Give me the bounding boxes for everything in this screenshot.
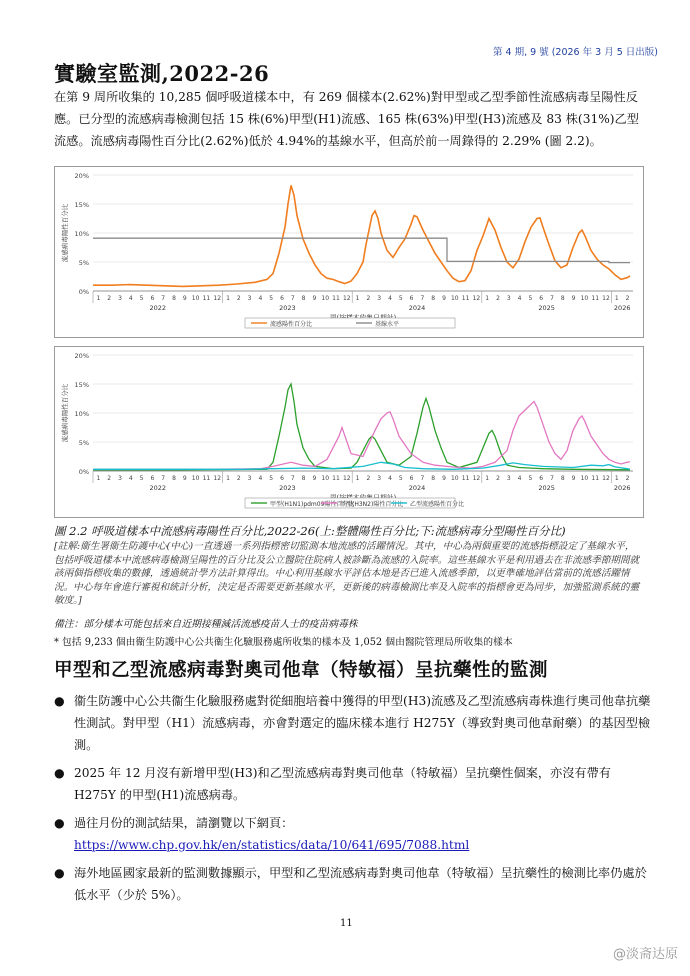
x-tick-label: 10 — [321, 295, 330, 302]
x-tick-label: 12 — [472, 475, 481, 482]
x-tick-label: 2 — [107, 295, 112, 302]
x-tick-label: 3 — [247, 475, 252, 482]
series-line — [93, 185, 630, 286]
y-tick-label: 0% — [78, 288, 89, 296]
year-label: 2023 — [279, 484, 296, 492]
legend-label: 流感陽性百分比 — [270, 321, 313, 328]
x-tick-label: 8 — [301, 475, 306, 482]
bullet-text: 海外地區國家最新的監測數據顯示，甲型和乙型流感病毒對奧司他韋（特敏福）呈抗藥性的檢測比率仍處於低水平（少於 5%）。 — [74, 866, 647, 902]
x-tick-label: 11 — [461, 295, 470, 302]
x-tick-label: 12 — [602, 295, 610, 302]
x-tick-label: 4 — [128, 295, 133, 302]
year-label: 2026 — [613, 484, 631, 492]
x-tick-label: 4 — [258, 295, 263, 302]
x-tick-label: 2 — [496, 475, 500, 482]
x-tick-label: 4 — [517, 295, 522, 302]
x-tick-label: 11 — [202, 475, 211, 482]
y-tick-label: 5% — [78, 259, 89, 267]
x-tick-label: 12 — [213, 475, 222, 482]
year-label: 2024 — [408, 304, 426, 312]
x-tick-label: 10 — [191, 295, 200, 302]
y-tick-label: 20% — [74, 172, 89, 180]
x-tick-label: 6 — [150, 295, 155, 302]
watermark: @淡斋达原 — [612, 947, 678, 962]
chart-overall-positivity — [54, 166, 644, 338]
x-tick-label: 10 — [580, 475, 589, 482]
x-tick-label: 3 — [506, 295, 511, 302]
x-tick-label: 1 — [226, 295, 230, 302]
x-tick-label: 10 — [450, 295, 459, 302]
x-tick-label: 12 — [602, 475, 610, 482]
year-label: 2024 — [408, 484, 426, 492]
bullet-text: 過往月份的測試結果，請瀏覽以下網頁： — [74, 816, 294, 830]
x-tick-label: 7 — [420, 475, 425, 482]
year-label: 2022 — [149, 484, 167, 492]
x-tick-label: 12 — [213, 295, 222, 302]
x-tick-label: 1 — [355, 475, 360, 482]
x-tick-label: 1 — [485, 295, 490, 302]
x-tick-label: 6 — [280, 475, 284, 482]
x-tick-label: 11 — [332, 475, 340, 482]
figure-caption: 圖 2.2 呼吸道樣本中流感病毒陽性百分比,2022-26(上:整體陽性百分比;下:流感病毒分型陽性百分比) — [54, 524, 566, 538]
x-tick-label: 3 — [247, 295, 252, 302]
x-tick-label: 12 — [472, 295, 481, 302]
x-tick-label: 2 — [366, 475, 371, 482]
x-tick-label: 2 — [107, 475, 112, 482]
x-tick-label: 9 — [442, 475, 446, 482]
x-tick-label: 11 — [591, 295, 600, 302]
x-tick-label: 4 — [128, 475, 133, 482]
bullet-item — [54, 812, 654, 856]
x-tick-label: 12 — [342, 295, 351, 302]
bullet-item — [54, 690, 654, 756]
section-title-antiviral-resistance: 甲型和乙型流感病毒對奧司他韋（特敏福）呈抗藥性的監測 — [54, 660, 549, 681]
x-tick-label: 12 — [342, 475, 351, 482]
x-tick-label: 8 — [431, 475, 436, 482]
y-axis-label: 流感病毒陽性百分比 — [61, 383, 69, 443]
y-tick-label: 5% — [78, 439, 89, 447]
year-label: 2023 — [279, 304, 296, 312]
x-tick-label: 7 — [161, 295, 166, 302]
x-tick-label: 1 — [96, 295, 101, 302]
x-tick-label: 8 — [431, 295, 436, 302]
x-tick-label: 9 — [571, 475, 576, 482]
issue-line: 第 4 期, 9 號 (2026 年 3 月 5 日出版) — [493, 47, 658, 58]
x-tick-label: 5 — [528, 475, 533, 482]
x-tick-label: 3 — [118, 295, 122, 302]
bullet-item — [54, 762, 654, 806]
x-tick-label: 5 — [398, 475, 403, 482]
resistance-bullet-list — [54, 690, 654, 912]
x-tick-label: 6 — [539, 295, 544, 302]
x-tick-label: 5 — [269, 475, 274, 482]
x-tick-label: 3 — [118, 475, 122, 482]
bullet-dot-icon: ● — [54, 866, 65, 880]
x-tick-label: 6 — [409, 475, 414, 482]
x-tick-label: 2 — [625, 295, 630, 302]
x-tick-label: 2 — [366, 295, 371, 302]
x-tick-label: 6 — [409, 295, 414, 302]
x-tick-label: 5 — [528, 295, 533, 302]
x-tick-label: 9 — [182, 295, 187, 302]
x-tick-label: 7 — [550, 295, 554, 302]
x-tick-label: 1 — [485, 475, 490, 482]
series-line — [93, 401, 630, 469]
x-tick-label: 10 — [450, 475, 459, 482]
x-tick-label: 7 — [550, 475, 554, 482]
x-tick-label: 1 — [226, 475, 230, 482]
chart-overall-svg — [55, 167, 643, 337]
x-tick-label: 4 — [517, 475, 522, 482]
x-tick-label: 8 — [560, 295, 565, 302]
series-line — [93, 384, 630, 470]
page-number: 11 — [340, 918, 353, 929]
bullet-dot-icon: ● — [54, 694, 65, 708]
x-tick-label: 5 — [269, 295, 274, 302]
x-tick-label: 9 — [182, 475, 187, 482]
x-tick-label: 1 — [614, 475, 619, 482]
section-title-lab-surveillance: 實驗室監測,2022-26 — [54, 61, 270, 86]
x-tick-label: 6 — [150, 475, 155, 482]
x-tick-label: 8 — [172, 475, 176, 482]
x-tick-label: 2 — [236, 475, 241, 482]
x-tick-label: 1 — [614, 295, 619, 302]
x-tick-label: 7 — [290, 475, 295, 482]
x-tick-label: 5 — [139, 295, 144, 302]
x-tick-label: 11 — [591, 475, 600, 482]
series-line — [93, 238, 630, 262]
x-tick-label: 1 — [355, 295, 360, 302]
y-tick-label: 10% — [74, 410, 89, 418]
legend-label: 乙型流感陽性百分比 — [410, 501, 465, 508]
x-tick-label: 4 — [388, 295, 392, 302]
x-tick-label: 1 — [96, 475, 101, 482]
x-tick-label: 10 — [321, 475, 330, 482]
chart-subtype-positivity — [54, 346, 644, 518]
bullet-dot-icon: ● — [54, 766, 65, 780]
legend-label: 甲型(H3N2)陽性百分比 — [340, 501, 404, 508]
figure-note: [註解:衞生署衞生防護中心(中心)一直透過一系列指標密切監測本地流感的活躍情況。其中，中心為兩個重要的流感指標設定了基線水平，包括呼吸道樣本中流感病毒檢測呈陽性的百分比及公立醫院住院病人被診斷為流感的入院率。這些基線水平是利用過去在非流感季節期間就該兩個指標收集的數據，透過統計學方法計算得出。中心利用基線水平評估本地是否已進入流感季節，以更準確地評估當前的流感活躍情況。中心每年會進行審視和統計分析，決定是否需要更新基線水平，更新後的病毒檢測比率及入院率的指標會更為同步，加強監測系統的靈敏度。] — [54, 541, 640, 606]
x-tick-label: 4 — [258, 475, 263, 482]
x-tick-label: 11 — [461, 475, 470, 482]
footnote-samples: * 包括 9,233 個由衞生防護中心公共衞生化驗服務處所收集的樣本及 1,052 個由醫院管理局所收集的樣本 — [54, 637, 513, 648]
x-tick-label: 3 — [506, 475, 511, 482]
x-tick-label: 4 — [388, 475, 392, 482]
x-tick-label: 9 — [312, 295, 317, 302]
legend-label: 基線水平 — [375, 321, 400, 328]
intro-paragraph: 在第 9 周所收集的 10,285 個呼吸道樣本中，有 269 個樣本(2.62%)對甲型或乙型季節性流感病毒呈陽性反應。已分型的流感病毒檢測包括 15 株(6%)甲型(H1)流感、165 株(63%)甲型(H3)流感及 83 株(31%)乙型流感。流感病毒陽性百分比(2.62%)低於 4.94%的基線水平，但高於前一周錄得的 2.29% (圖 2.2)。 — [54, 90, 639, 148]
x-tick-label: 10 — [580, 295, 589, 302]
bullet-item — [54, 862, 654, 906]
bullet-text: 衞生防護中心公共衞生化驗服務處對從細胞培養中獲得的甲型(H3)流感及乙型流感病毒株進行奧司他韋抗藥性測試。對甲型（H1）流感病毒，亦會對選定的臨床樣本進行 H275Y（導致對奧司他韋耐藥）的基因型檢測。 — [74, 694, 651, 752]
y-tick-label: 20% — [74, 352, 89, 360]
x-tick-label: 8 — [172, 295, 176, 302]
x-tick-label: 11 — [332, 295, 340, 302]
x-tick-label: 2 — [236, 295, 241, 302]
year-label: 2025 — [538, 304, 555, 312]
legend-label: 甲型(H1N1)pdm09陽性百分比 — [270, 501, 355, 508]
x-tick-label: 7 — [420, 295, 425, 302]
chart-subtype-svg — [55, 347, 643, 517]
x-tick-label: 5 — [139, 475, 144, 482]
x-tick-label: 8 — [301, 295, 306, 302]
x-tick-label: 8 — [560, 475, 565, 482]
y-tick-label: 15% — [74, 201, 89, 209]
bullet-text: 2025 年 12 月沒有新增甲型(H3)和乙型流感病毒對奧司他韋（特敏福）呈抗藥性個案，亦沒有帶有 H275Y 的甲型(H1)流感病毒。 — [74, 766, 611, 802]
y-axis-label: 流感病毒陽性百分比 — [61, 203, 69, 263]
year-label: 2022 — [149, 304, 167, 312]
x-tick-label: 10 — [191, 475, 200, 482]
year-label: 2026 — [613, 304, 631, 312]
year-label: 2025 — [538, 484, 555, 492]
y-tick-label: 0% — [78, 468, 89, 476]
x-tick-label: 7 — [290, 295, 295, 302]
footnote-vaccine: 備注：部分樣本可能包括來自近期接種減活流感疫苗人士的疫苗病毒株 — [54, 619, 358, 630]
x-tick-label: 2 — [625, 475, 630, 482]
x-tick-label: 9 — [312, 475, 317, 482]
y-tick-label: 15% — [74, 381, 89, 389]
x-tick-label: 3 — [377, 475, 382, 482]
x-tick-label: 2 — [496, 295, 500, 302]
x-tick-label: 3 — [377, 295, 382, 302]
x-tick-label: 6 — [280, 295, 284, 302]
x-tick-label: 9 — [571, 295, 576, 302]
x-tick-label: 6 — [539, 475, 544, 482]
x-tick-label: 7 — [161, 475, 166, 482]
x-tick-label: 5 — [398, 295, 403, 302]
chp-statistics-link[interactable]: https://www.chp.gov.hk/en/statistics/data/10/641/695/7088.html — [74, 838, 470, 852]
y-tick-label: 10% — [74, 230, 89, 238]
x-tick-label: 9 — [442, 295, 446, 302]
x-tick-label: 11 — [202, 295, 211, 302]
bullet-dot-icon: ● — [54, 816, 65, 830]
